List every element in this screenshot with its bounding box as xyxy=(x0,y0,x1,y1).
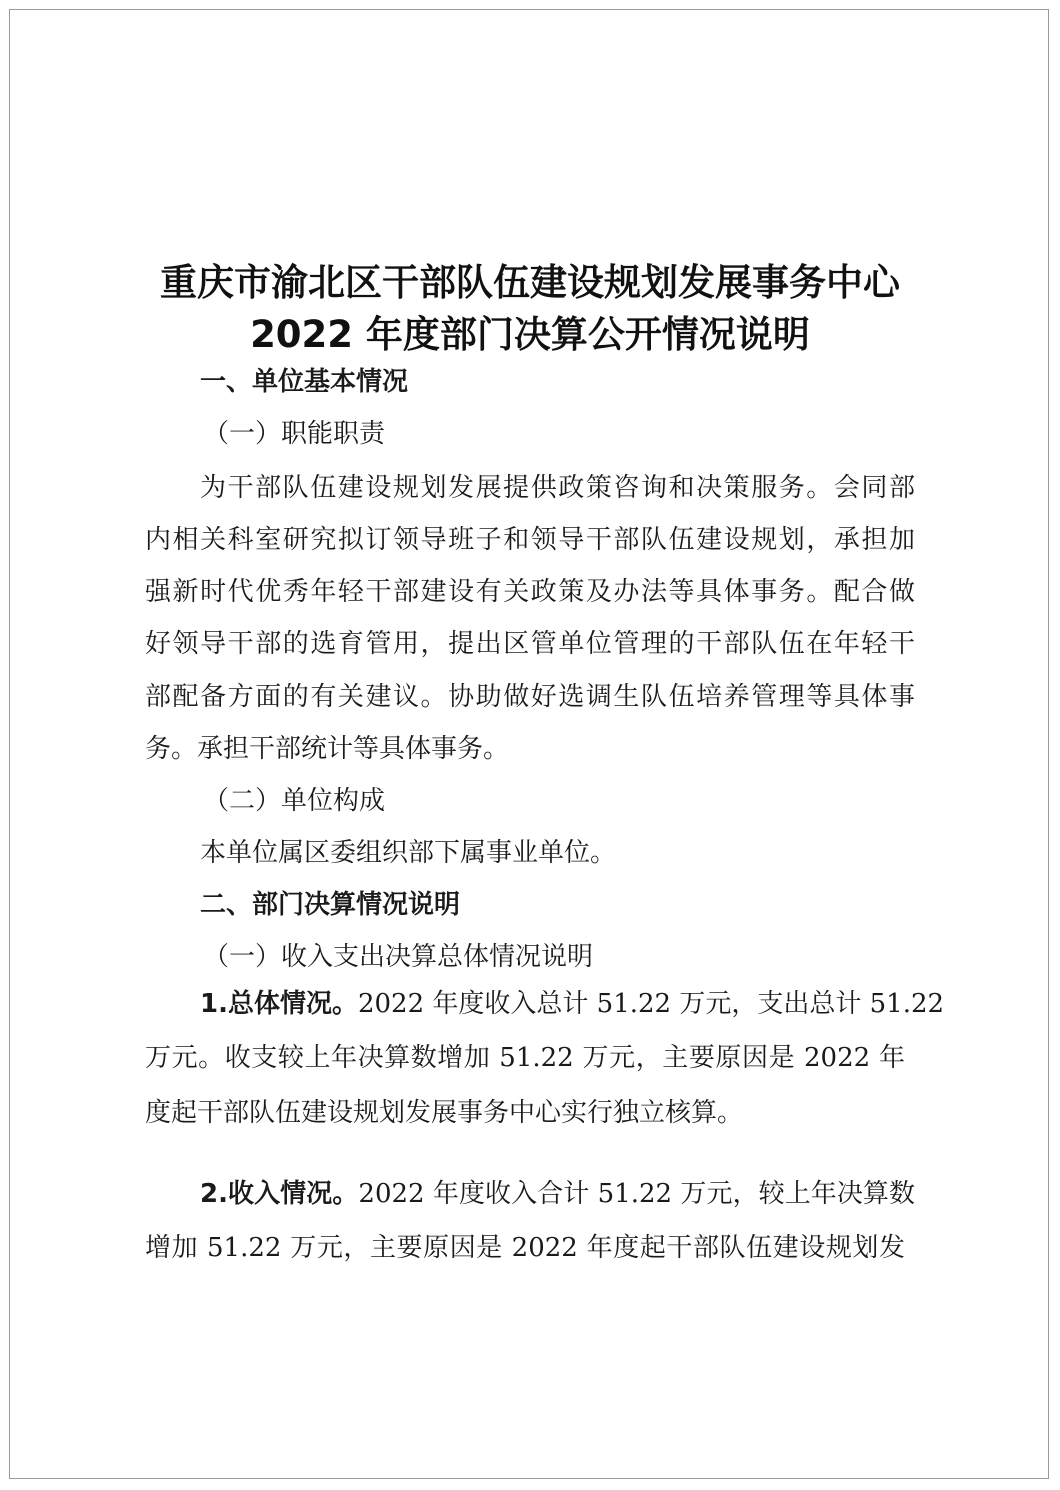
item-2-line-1-text: 2022 年度收入合计 51.22 万元，较上年决算数 xyxy=(358,1179,916,1209)
item-1-line-1 xyxy=(200,987,945,1021)
paragraph-line: 内相关科室研究拟订领导班子和领导干部队伍建设规划，承担加 xyxy=(145,525,915,555)
paragraph-line: 度起干部队伍建设规划发展事务中心实行独立核算。 xyxy=(145,1098,744,1128)
paragraph-line: 本单位属区委组织部下属事业单位。 xyxy=(200,838,617,868)
section-1-sub-2-heading: （二）单位构成 xyxy=(203,786,386,816)
document-title-line-1: 重庆市渝北区干部队伍建设规划发展事务中心 xyxy=(160,261,900,304)
section-1-sub-1-heading: （一）职能职责 xyxy=(203,419,386,449)
paragraph-line: 好领导干部的选育管用，提出区管单位管理的干部队伍在年轻干 xyxy=(145,629,915,659)
item-2-lead: 2.收入情况。 xyxy=(200,1179,359,1209)
section-2-sub-1-heading: （一）收入支出决算总体情况说明 xyxy=(203,942,594,972)
paragraph-line: 增加 51.22 万元，主要原因是 2022 年度起干部队伍建设规划发 xyxy=(145,1233,905,1263)
item-2-line-1 xyxy=(200,1177,915,1211)
paragraph-line: 为干部队伍建设规划发展提供政策咨询和决策服务。会同部 xyxy=(200,473,915,503)
paragraph-line: 强新时代优秀年轻干部建设有关政策及办法等具体事务。配合做 xyxy=(145,577,915,607)
item-1-lead: 1.总体情况。 xyxy=(200,989,358,1019)
item-1-line-1-text: 2022 年度收入总计 51.22 万元，支出总计 51.22 xyxy=(357,989,945,1019)
paragraph-line: 部配备方面的有关建议。协助做好选调生队伍培养管理等具体事 xyxy=(145,682,915,712)
paragraph-line: 万元。收支较上年决算数增加 51.22 万元，主要原因是 2022 年 xyxy=(145,1043,905,1073)
section-1-heading: 一、单位基本情况 xyxy=(200,367,409,397)
paragraph-line: 务。承担干部统计等具体事务。 xyxy=(145,734,510,764)
section-2-heading: 二、部门决算情况说明 xyxy=(200,890,461,920)
document-title-line-2: 2022 年度部门决算公开情况说明 xyxy=(250,313,810,356)
